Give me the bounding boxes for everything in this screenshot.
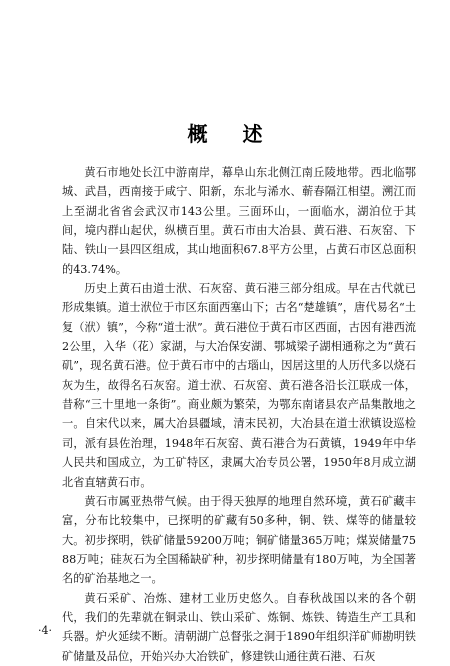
paragraph-industry: 黄石采矿、冶炼、建材工业历史悠久。自春秋战国以来的各个朝代，我们的先辈就在铜录山、铁山采矿、炼铜、炼铁、铸造生产工具和兵器。炉火延续不断。清朝湖广总督张之洞于1890年组织洋矿师勘明铁矿储量及品位，开始兴办大冶铁矿，修建铁山通往黄石港、石灰 xyxy=(62,591,416,663)
page-number: ·4· xyxy=(38,624,52,637)
paragraph-climate-minerals: 黄石市属亚热带气候。由于得天独厚的地理自然环境，黄石矿藏丰富，分布比较集中，已探明的矿藏有50多种，铜、铁、煤等的储量较大。初步探明，铁矿储量59200万吨；铜矿储量365万吨；煤炭储量7588万吨；硅灰石为全国稀缺矿种，初步探明储量有180万吨，为全国著名的矿治基地之一。 xyxy=(62,494,416,586)
paragraph-geography: 黄石市地处长江中游南岸，幕阜山东北侧江南丘陵地带。西北临鄂城、武昌，西南接于咸宁、阳新，东北与浠水、蕲春隔江相望。溯江而上至湖北省省会武汉市143公里。三面环山，一面临水，湖泊位于其间，境内群山起伏，纵横百里。黄石市由大冶县、黄石港、石灰窑、下陆、铁山一县四区组成，其山地面积67.8平方公里，占黄石市区总面积的43.74%。 xyxy=(62,166,416,276)
paragraph-history: 历史上黄石由道士洑、石灰窑、黄石港三部分组成。早在古代就已形成集镇。道士洑位于市区东面西塞山下；古名“楚雄镇”，唐代易名“土复（洑）镇”，今称“道士洑”。黄石港位于黄石市区西面，古因有港西流2公里，入华（花）家湖，与大冶保安湖、鄂城梁子湖相通称之为“黄石矶”，现名黄石港。位于黄石市中的古瑙山，因居这里的人历代多以烧石灰为生，故得名石灰窑。道士洑、石灰窑、黄石港各沿长江联成一体，昔称“三十里地一条街”。商业颇为繁荣，为鄂东南诸县农产品集散地之一。自宋代以来，属大冶县疆域，清末民初，大冶县在道士洑镇设巡检司，派有县佐治理，1948年石灰窑、黄石港合为石黄镇，1949年中华人民共和国成立，为工矿特区，隶属大冶专员公署，1950年8月成立湖北省直辖黄石市。 xyxy=(62,282,416,489)
page-title: 概 述 xyxy=(187,122,277,146)
body-text xyxy=(62,163,416,666)
